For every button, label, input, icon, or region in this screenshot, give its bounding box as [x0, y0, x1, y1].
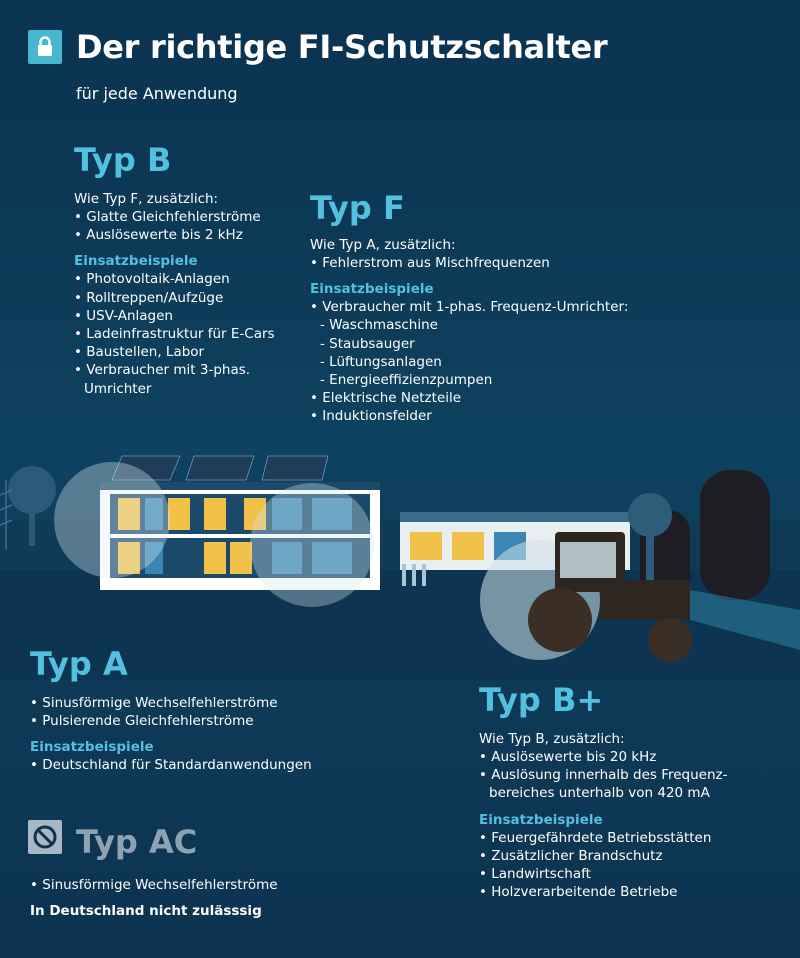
typ-bplus-examples: [479, 829, 728, 902]
typ-ac-features: [30, 876, 278, 894]
list-item: • Photovoltaik-Anlagen: [74, 271, 230, 288]
page-subtitle: für jede Anwendung: [76, 84, 238, 103]
list-item: • Auslösewerte bis 2 kHz: [74, 227, 243, 244]
list-item: - Lüftungsanlagen: [320, 353, 442, 370]
typ-f-features: [310, 254, 628, 272]
list-item: • Sinusförmige Wechselfehlerströme: [30, 877, 278, 893]
typ-f-title: Typ F: [310, 189, 405, 227]
list-item: Umrichter: [84, 380, 152, 397]
typ-a-title: Typ A: [30, 645, 128, 683]
list-item: - Staubsauger: [320, 335, 415, 352]
typ-bplus-title: Typ B+: [479, 681, 604, 719]
list-item: • Ladeinfrastruktur für E-Cars: [74, 326, 275, 343]
illustration-scene: [0, 420, 800, 683]
typ-b-intro: Wie Typ F, zusätzlich:: [74, 191, 219, 207]
list-item: - Energieeffizienzpumpen: [320, 372, 493, 389]
list-item: • USV-Anlagen: [74, 307, 173, 324]
typ-b-examples-label: Einsatzbeispiele: [74, 253, 198, 270]
typ-ac-title: Typ AC: [76, 823, 198, 861]
prohibited-icon: [28, 820, 62, 854]
list-item: • Auslösung innerhalb des Frequenz-: [479, 767, 728, 784]
list-item: • Holzverarbeitende Betriebe: [479, 884, 678, 901]
typ-b-title: Typ B: [74, 141, 172, 179]
typ-b-section: [74, 142, 275, 398]
list-item: • Elektrische Netzteile: [310, 390, 462, 407]
list-item: • Deutschland für Standardanwendungen: [30, 757, 312, 774]
list-item: • Landwirtschaft: [479, 866, 591, 883]
list-item: • Rolltreppen/Aufzüge: [74, 289, 224, 306]
list-item: • Zusätzlicher Brandschutz: [479, 847, 663, 864]
typ-f-examples: [310, 298, 628, 425]
list-item: • Pulsierende Gleichfehlerströme: [30, 713, 254, 730]
typ-b-examples: [74, 270, 275, 397]
typ-bplus-examples-label: Einsatzbeispiele: [479, 811, 603, 828]
typ-bplus-section: [479, 682, 728, 901]
list-item: • Glatte Gleichfehlerströme: [74, 209, 261, 225]
page-title: Der richtige FI-Schutzschalter: [76, 28, 608, 66]
list-item: • Auslösewerte bis 20 kHz: [479, 749, 657, 765]
list-item: • Sinusförmige Wechselfehlerströme: [30, 695, 278, 711]
list-item: • Verbraucher mit 3-phas.: [74, 362, 251, 379]
typ-f-intro: Wie Typ A, zusätzlich:: [310, 237, 456, 253]
list-item: - Waschmaschine: [320, 317, 438, 334]
typ-bplus-intro: Wie Typ B, zusätzlich:: [479, 731, 625, 747]
list-item: • Feuergefährdete Betriebsstätten: [479, 829, 712, 846]
typ-f-examples-label: Einsatzbeispiele: [310, 281, 434, 298]
list-item: • Verbraucher mit 1-phas. Frequenz-Umrichter:: [310, 299, 629, 316]
typ-f-section: [310, 190, 628, 426]
list-item: bereiches unterhalb von 420 mA: [489, 785, 710, 802]
typ-ac-note: In Deutschland nicht zulässsig: [30, 903, 262, 919]
typ-a-features: [30, 694, 312, 730]
typ-a-examples: [30, 756, 312, 774]
typ-a-examples-label: Einsatzbeispiele: [30, 739, 154, 756]
list-item: • Baustellen, Labor: [74, 344, 205, 361]
typ-b-features: [74, 208, 275, 244]
typ-bplus-features: [479, 748, 728, 803]
typ-a-section: [30, 646, 312, 775]
list-item: • Induktionsfelder: [310, 408, 432, 425]
lock-icon: [28, 30, 62, 64]
list-item: • Fehlerstrom aus Mischfrequenzen: [310, 255, 550, 271]
